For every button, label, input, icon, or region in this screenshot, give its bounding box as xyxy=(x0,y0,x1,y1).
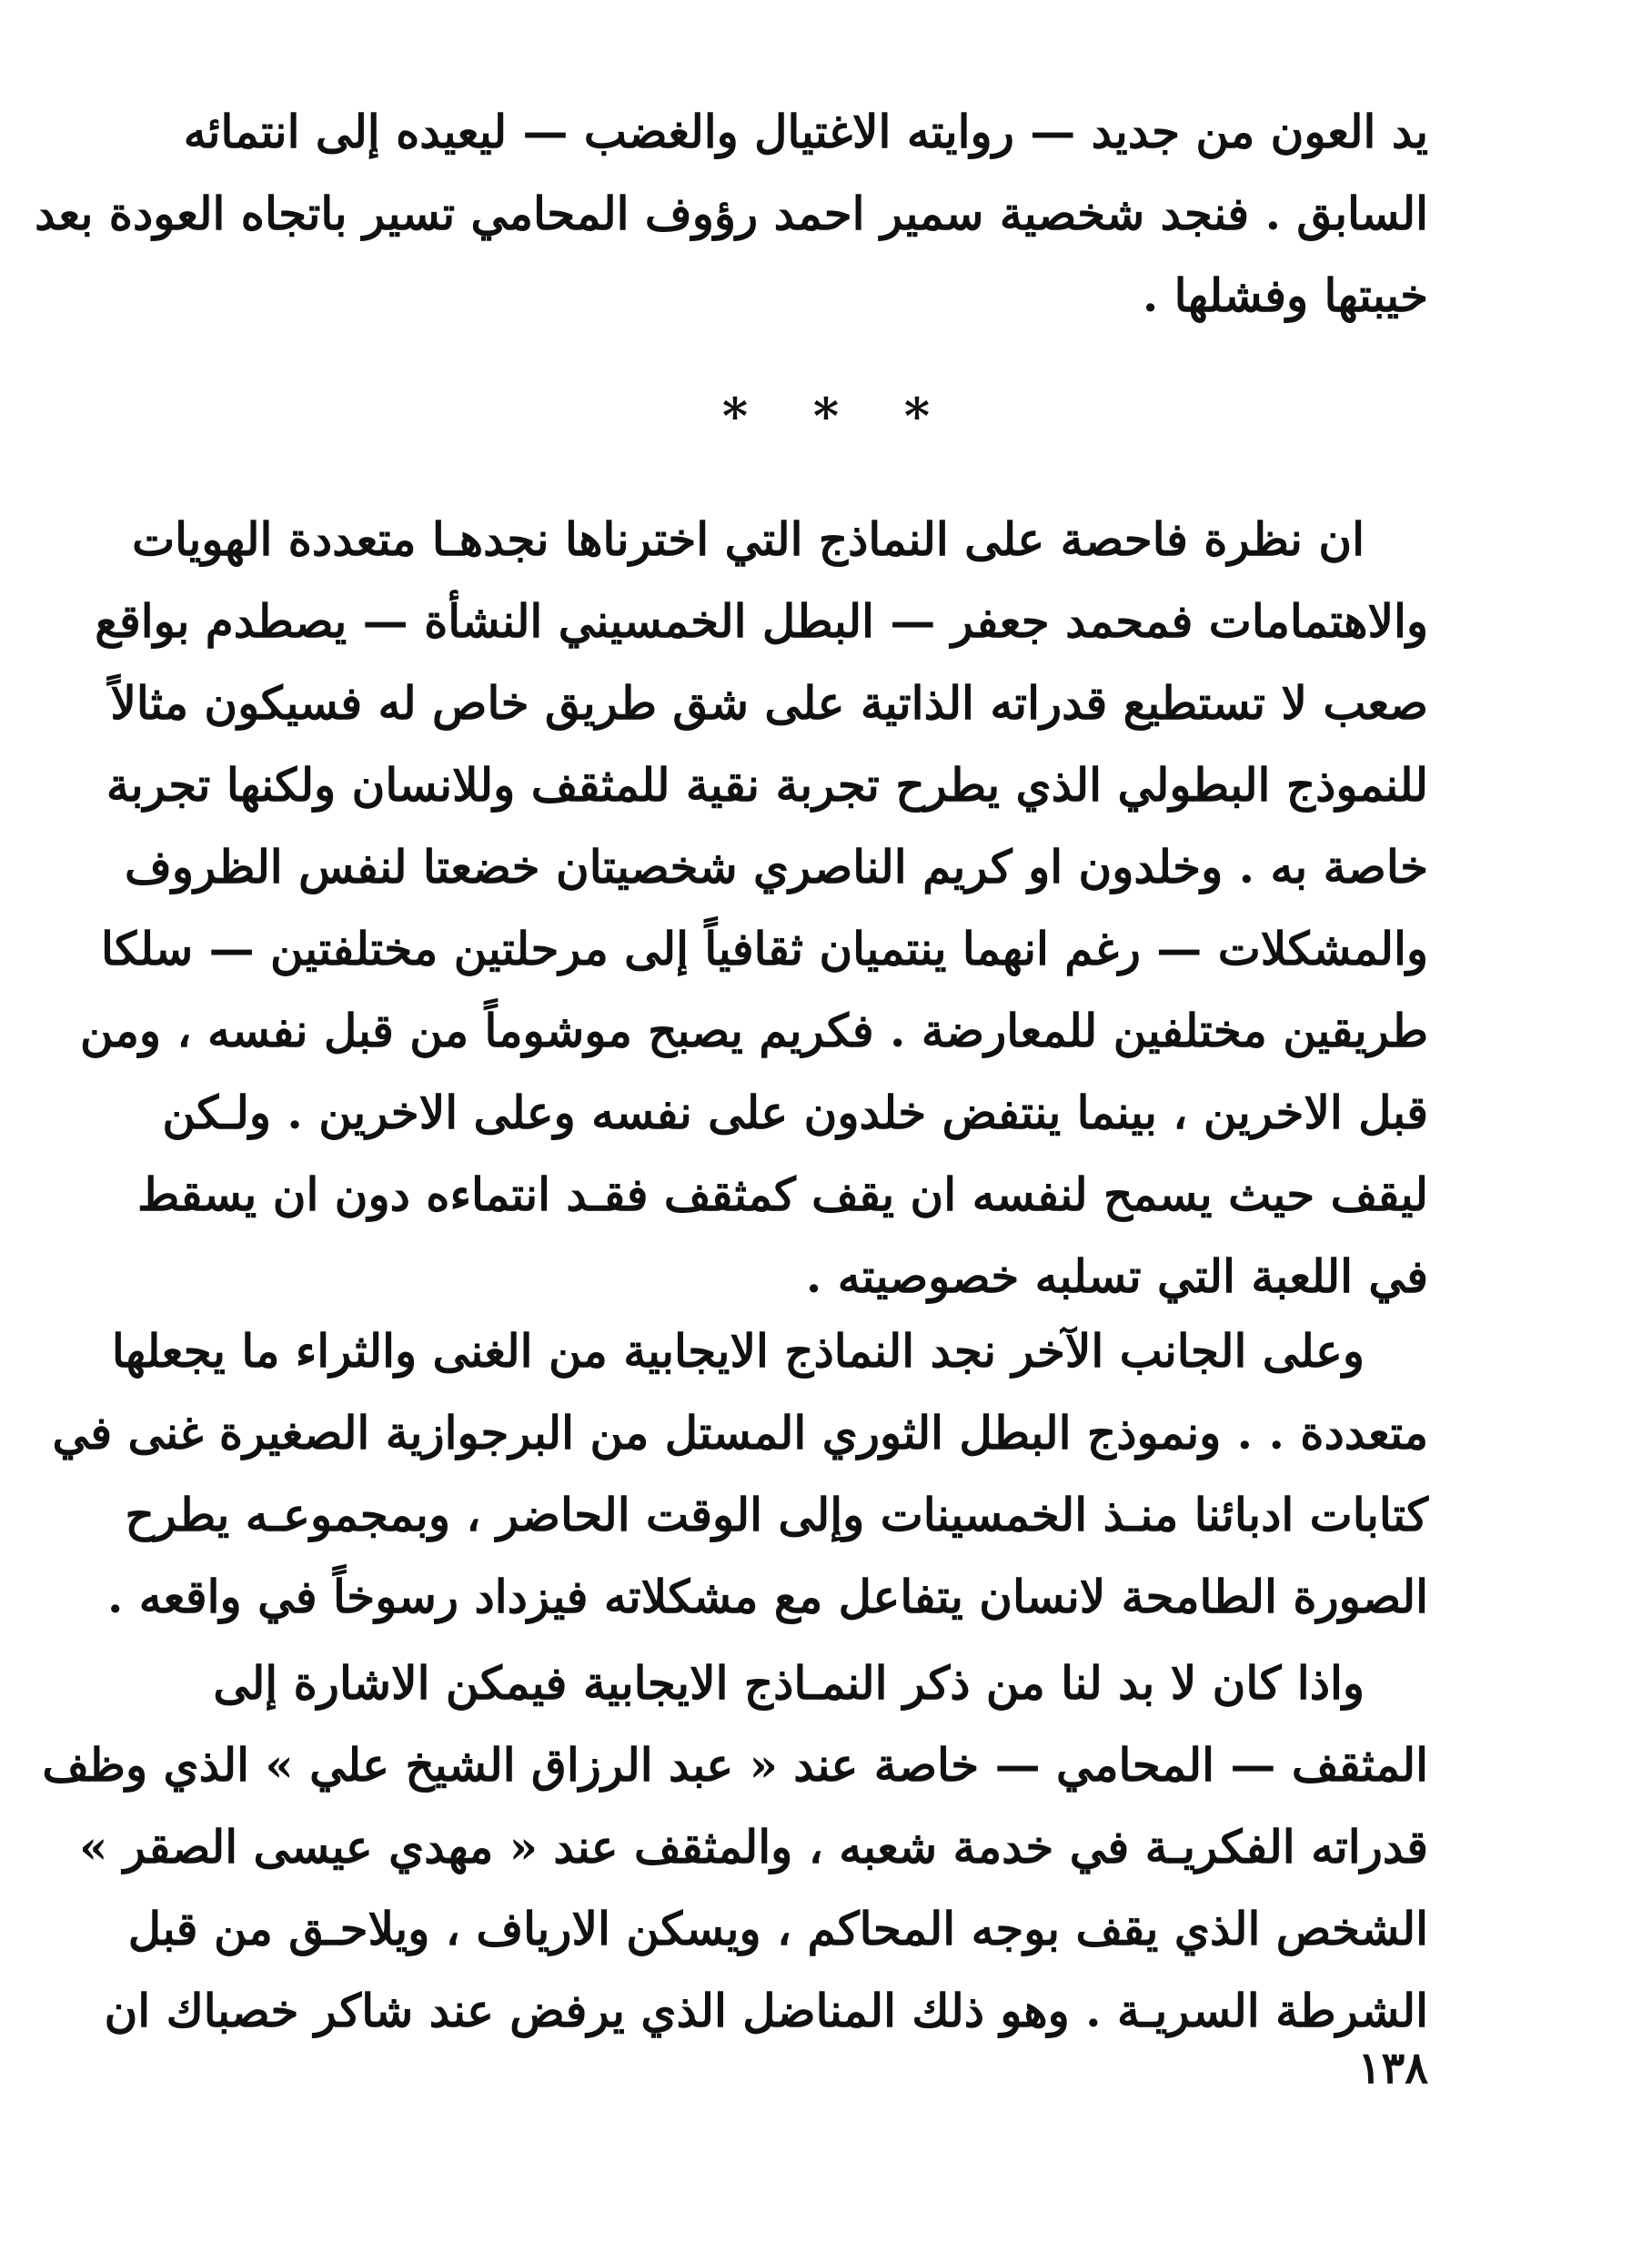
text-line: قدراته الفكريـة في خدمة شعبه ، والمثقف عند « مهدي عيسى الصقر » xyxy=(79,1820,1428,1874)
text-line: صعب لا تستطيع قدراته الذاتية على شق طريق خاص له فسيكون مثالاً xyxy=(110,676,1428,730)
text-line: الشخص الذي يقف بوجه المحاكم ، ويسكن الارياف ، ويلاحـق من قبل xyxy=(127,1902,1428,1955)
text-line: الصورة الطامحة لانسان يتفاعل مع مشكلاته فيزداد رسوخاً في واقعه . xyxy=(106,1570,1428,1623)
asterisk-icon: * xyxy=(721,387,749,445)
text-line: طريقين مختلفين للمعارضة . فكريم يصبح موشوماً من قبل نفسه ، ومن xyxy=(80,1004,1428,1057)
text-line: كتابات ادبائنا منـذ الخمسينات وإلى الوقت الحاضر ، وبمجموعـه يطرح xyxy=(125,1488,1428,1541)
text-line: والمشكلات — رغم انهما ينتميان ثقافياً إلى مرحلتين مختلفتين — سلكا xyxy=(100,922,1428,975)
text-line: وعلى الجانب الآخر نجد النماذج الايجابية من الغنى والثراء ما يجعلها xyxy=(111,1324,1365,1378)
text-line: يد العون من جديد — روايته الاغتيال والغضب — ليعيده إلى انتمائه xyxy=(183,105,1428,158)
text-line: متعددة . . ونموذج البطل الثوري المستل من البرجوازية الصغيرة غنى في xyxy=(52,1406,1428,1460)
text-line: ليقف حيث يسمح لنفسه ان يقف كمثقف فقـد انتماءه دون ان يسقط xyxy=(137,1167,1428,1221)
section-separator xyxy=(0,387,1652,445)
text-line: في اللعبة التي تسلبه خصوصيته . xyxy=(805,1249,1428,1303)
asterisk-icon: * xyxy=(812,387,840,445)
asterisk-icon: * xyxy=(903,387,931,445)
text-line: قبل الاخرين ، بينما ينتفض خلدون على نفسه وعلى الاخرين . ولـكن xyxy=(162,1086,1428,1139)
page-number: ١٣٨ xyxy=(1357,2043,1428,2094)
text-line: السابق . فنجد شخصية سمير احمد رؤوف المحامي تسير باتجاه العودة بعد xyxy=(35,187,1428,240)
paragraph-3 xyxy=(42,1642,1428,2052)
paragraph-1 xyxy=(80,499,1428,1318)
text-line: الشرطة السريـة . وهو ذلك المناضل الذي يرفض عند شاكر خصباك ان xyxy=(104,1984,1428,2037)
text-line: واذا كان لا بد لنا من ذكر النمـاذج الايجابية فيمكن الاشارة إلى xyxy=(213,1656,1365,1710)
text-line: للنموذج البطولي الذي يطرح تجربة نقية للمثقف وللانسان ولكنها تجربة xyxy=(106,758,1428,812)
text-line: خيبتها وفشلها . xyxy=(1142,268,1428,322)
text-line: خاصة به . وخلدون او كريم الناصري شخصيتان خضعتا لنفس الظروف xyxy=(124,840,1428,894)
text-line: والاهتمامات فمحمد جعفر — البطل الخمسيني النشأة — يصطدم بواقع xyxy=(95,594,1428,648)
paragraph-2 xyxy=(52,1310,1428,1638)
paragraph-continuation xyxy=(35,91,1428,337)
text-line: المثقف — المحامي — خاصة عند « عبد الرزاق الشيخ علي » الذي وظف xyxy=(42,1738,1428,1792)
text-line: ان نظرة فاحصة على النماذج التي اخترناها نجدهـا متعددة الهويات xyxy=(132,512,1365,566)
